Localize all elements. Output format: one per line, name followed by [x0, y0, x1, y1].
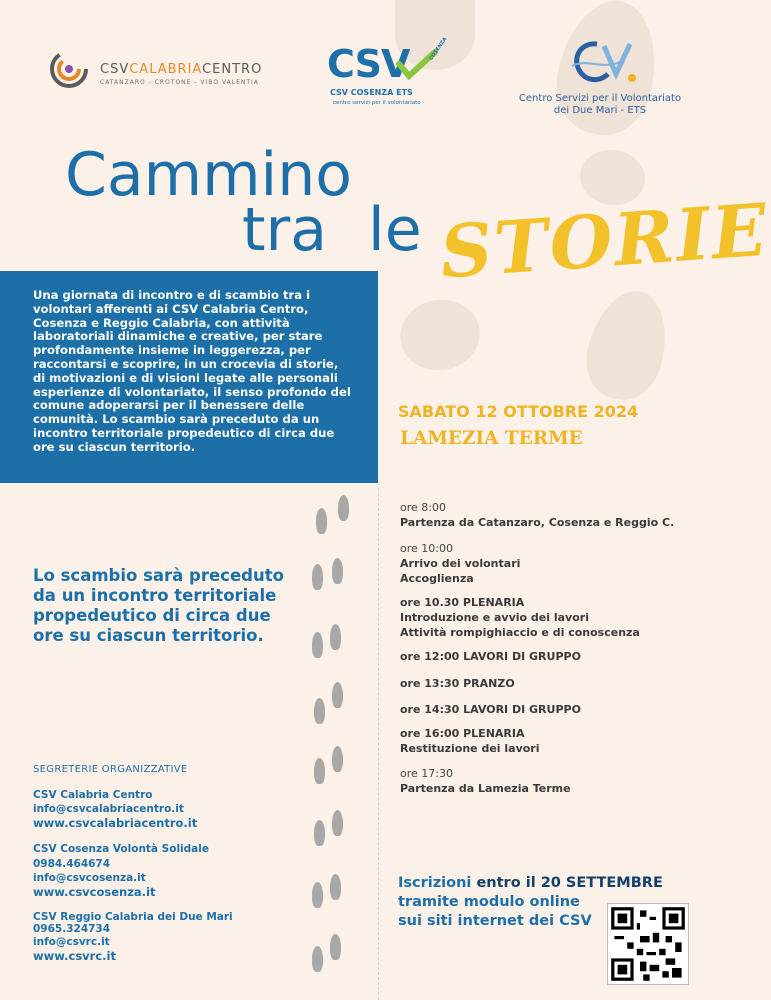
footprint-icon: [330, 934, 341, 960]
logo1-centro: CENTRO: [202, 62, 263, 77]
schedule-item: [400, 726, 540, 756]
schedule-line: Arrivo dei volontari: [400, 557, 521, 570]
title-cammino: Cammino: [65, 140, 352, 210]
schedule-line: Accoglienza: [400, 572, 474, 585]
footprint-icon: [332, 558, 343, 584]
footprint-decoration: [577, 282, 678, 408]
schedule-item: [400, 541, 520, 586]
contact-email[interactable]: info@csvcosenza.it: [33, 872, 146, 884]
csv-cosenza-name: CSV COSENZA ETS: [330, 88, 413, 97]
schedule-line: Introduzione e avvio dei lavori: [400, 611, 589, 624]
contact-email[interactable]: info@csvrc.it: [33, 936, 110, 948]
schedule-item: [400, 500, 674, 530]
schedule-item: [400, 766, 571, 796]
footprints-path: [300, 490, 370, 995]
schedule-time: ore 10.30 PLENARIA: [400, 596, 525, 609]
contact-website[interactable]: www.csvcosenza.it: [33, 885, 156, 899]
csv-due-mari-emblem-icon: [562, 36, 642, 91]
event-date: SABATO 12 OTTOBRE 2024: [398, 402, 639, 421]
footprint-icon: [314, 698, 325, 724]
footprint-icon: [338, 495, 349, 521]
intro-text: Una giornata di incontro e di scambio tra i volontari afferenti ai CSV Calabria Centro, Cosenza e Reggio Calabria, con attività laboratoriali dinamiche e creative, per stare profondamente insieme in leggerezza, per raccontarsi e scoprire, in un crocevia di storie, di motivazioni e di visioni legate alle personali esperienze di volontariato, il senso profondo del comune adoperarsi per il benessere delle comunità. Lo scambio sarà preceduto da un incontro territoriale propedeutico di circa due ore su ciascun territorio.: [33, 288, 351, 454]
schedule-time: ore 17:30: [400, 767, 453, 780]
schedule-time: ore 16:00 PLENARIA: [400, 727, 525, 740]
logo1-calabria: CALABRIA: [129, 62, 203, 77]
logo1-csv: CSV: [100, 62, 130, 77]
csv-calabria-emblem-icon: [48, 48, 90, 90]
event-place: LAMEZIA TERME: [400, 428, 583, 449]
logo1-cities: CATANZARO - CROTONE - VIBO VALENTIA: [100, 79, 259, 86]
footprint-icon: [316, 508, 327, 534]
contacts-heading: SEGRETERIE ORGANIZZATIVE: [33, 764, 188, 775]
registration-deadline: entro il 20 SETTEMBRE: [476, 875, 663, 891]
csv-cosenza-mark: CSV: [327, 42, 410, 86]
registration-line2: tramite modulo online: [398, 894, 580, 910]
exchange-note: Lo scambio sarà preceduto da un incontro territoriale propedeutico di circa due ore su ciascun territorio.: [33, 566, 284, 645]
contact-name: CSV Calabria Centro: [33, 789, 153, 801]
registration-part1: Iscrizioni: [398, 875, 477, 891]
title-storie: STORIE: [437, 186, 771, 295]
contact-website[interactable]: www.csvcalabriacentro.it: [33, 816, 198, 830]
csv-cosenza-sub: centro servizi per il volontariato: [333, 100, 421, 106]
footprint-icon: [312, 564, 323, 590]
footprint-icon: [314, 820, 325, 846]
schedule-time: ore 10:00: [400, 542, 453, 555]
footprint-icon: [312, 882, 323, 908]
footprint-decoration: [395, 294, 486, 377]
qr-code[interactable]: [607, 903, 689, 985]
contact-phone: 0984.464674: [33, 858, 111, 870]
footprint-icon: [312, 632, 323, 658]
logo-csv-cosenza: [325, 36, 455, 112]
schedule-time: ore 8:00: [400, 501, 446, 514]
schedule-line: Restituzione dei lavori: [400, 742, 540, 755]
schedule-item: [400, 702, 581, 717]
schedule-line: Partenza da Catanzaro, Cosenza e Reggio C.: [400, 516, 675, 529]
csv-cosenza-tag: COSENZA: [428, 36, 449, 62]
schedule-time: ore 12:00 LAVORI DI GRUPPO: [400, 650, 581, 663]
schedule-line: Attività rompighiaccio e di conoscenza: [400, 626, 640, 639]
schedule-time: ore 13:30 PRANZO: [400, 677, 515, 690]
logo-csv-due-mari: [520, 36, 680, 121]
csv-due-mari-line2: dei Due Mari - ETS: [553, 105, 647, 116]
column-divider: [378, 488, 379, 1000]
schedule-item: [400, 595, 640, 640]
contact-phone: 0965.324734: [33, 923, 111, 935]
contact-website[interactable]: www.csvrc.it: [33, 949, 116, 963]
footprint-icon: [332, 682, 343, 708]
title-tra-le: tra le: [242, 195, 422, 265]
footprint-icon: [332, 810, 343, 836]
registration-line1: [398, 874, 688, 893]
registration-line3: sui siti internet dei CSV: [398, 913, 592, 929]
footprint-icon: [330, 874, 341, 900]
csv-due-mari-line1: Centro Servizi per il Volontariato: [518, 93, 682, 104]
contact-name: CSV Cosenza Volontà Solidale: [33, 843, 209, 855]
schedule-item: [400, 649, 581, 664]
contact-name: CSV Reggio Calabria dei Due Mari: [33, 911, 233, 923]
schedule-line: Partenza da Lamezia Terme: [400, 782, 571, 795]
qr-code-icon: [608, 904, 688, 984]
footprint-icon: [312, 946, 323, 972]
contact-email[interactable]: info@csvcalabriacentro.it: [33, 803, 184, 815]
footprint-icon: [314, 758, 325, 784]
schedule-item: [400, 676, 515, 691]
schedule-time: ore 14:30 LAVORI DI GRUPPO: [400, 703, 581, 716]
footprint-icon: [332, 746, 343, 772]
footprint-icon: [330, 624, 341, 650]
